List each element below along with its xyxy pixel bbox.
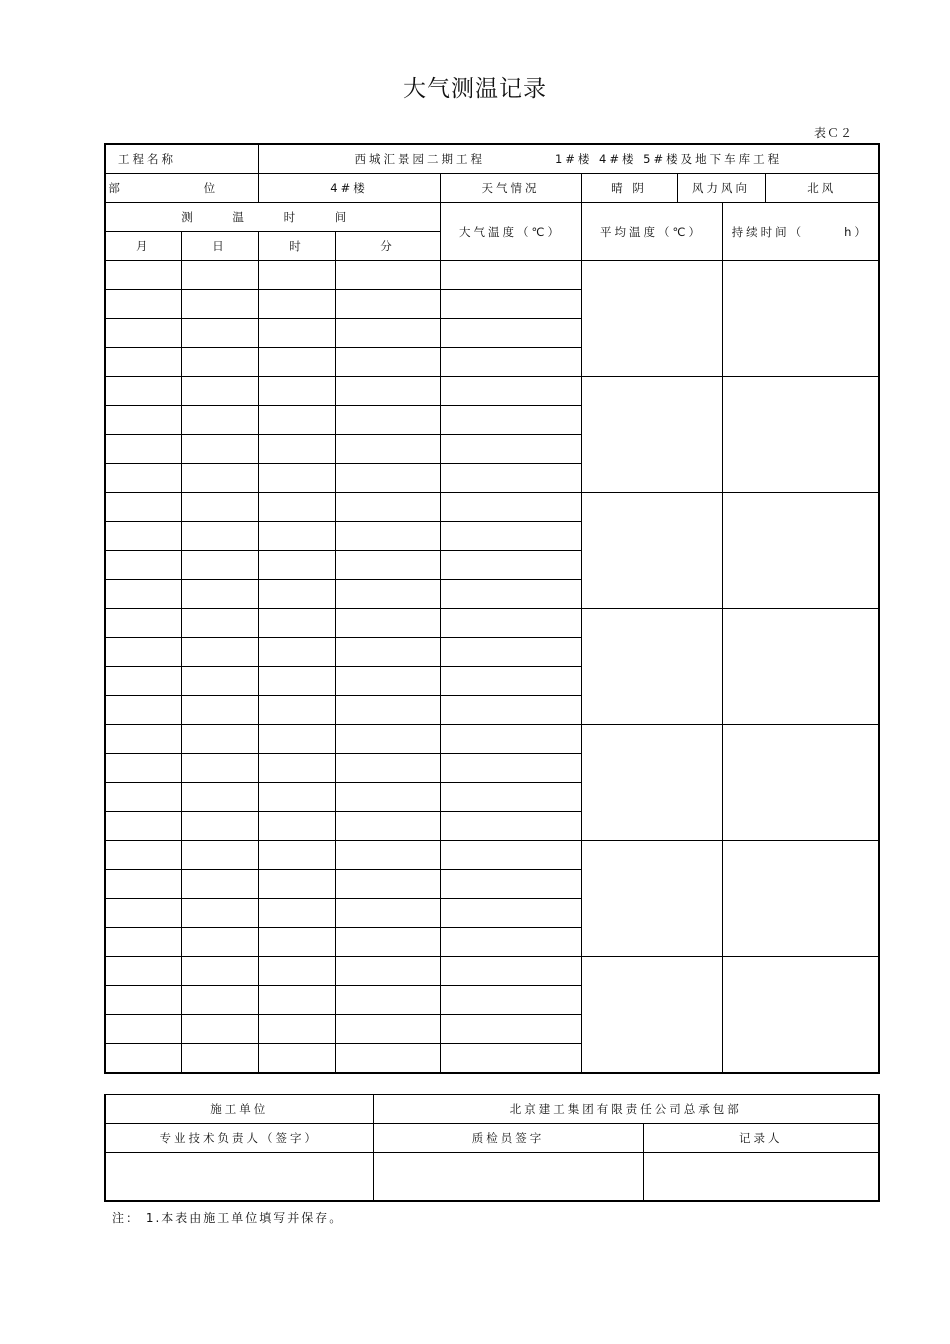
- form-code: 表Ｃ２: [813, 126, 853, 140]
- hour-cell[interactable]: [258, 928, 335, 957]
- minute-cell[interactable]: [335, 928, 440, 957]
- hour-header: 时: [258, 232, 335, 261]
- atmos-temp-cell[interactable]: [440, 638, 581, 667]
- footnote: 注： 1.本表由施工单位填写并保存。: [112, 1211, 344, 1225]
- minute-cell[interactable]: [335, 986, 440, 1015]
- atmos-temp-cell[interactable]: [440, 319, 581, 348]
- time-group-header: 测 温 时 间: [105, 203, 440, 232]
- minute-cell[interactable]: [335, 667, 440, 696]
- minute-cell[interactable]: [335, 609, 440, 638]
- atmos-temp-cell[interactable]: [440, 696, 581, 725]
- day-cell[interactable]: [181, 522, 258, 551]
- minute-cell[interactable]: [335, 841, 440, 870]
- day-cell[interactable]: [181, 667, 258, 696]
- day-cell[interactable]: [181, 870, 258, 899]
- hour-cell[interactable]: [258, 1015, 335, 1044]
- minute-cell[interactable]: [335, 870, 440, 899]
- minute-cell[interactable]: [335, 522, 440, 551]
- atmos-temp-cell[interactable]: [440, 406, 581, 435]
- minute-cell[interactable]: [335, 1044, 440, 1074]
- minute-cell[interactable]: [335, 348, 440, 377]
- atmos-temp-cell[interactable]: [440, 783, 581, 812]
- atmos-temp-cell[interactable]: [440, 493, 581, 522]
- atmos-temp-header: 大气温度（℃）: [440, 203, 581, 261]
- month-cell[interactable]: [105, 841, 181, 870]
- avg-temp-header: 平均温度（℃）: [581, 203, 722, 261]
- tech-lead-signature[interactable]: [105, 1153, 373, 1202]
- day-cell[interactable]: [181, 435, 258, 464]
- avg-temp-cell[interactable]: [581, 841, 722, 957]
- day-cell[interactable]: [181, 957, 258, 986]
- day-cell[interactable]: [181, 754, 258, 783]
- wind-value[interactable]: 北风: [765, 174, 879, 203]
- hour-cell[interactable]: [258, 957, 335, 986]
- month-header: 月: [105, 232, 181, 261]
- day-cell[interactable]: [181, 1044, 258, 1074]
- minute-cell[interactable]: [335, 638, 440, 667]
- month-cell[interactable]: [105, 870, 181, 899]
- atmos-temp-cell[interactable]: [440, 899, 581, 928]
- minute-cell[interactable]: [335, 580, 440, 609]
- day-cell[interactable]: [181, 609, 258, 638]
- hour-cell[interactable]: [258, 522, 335, 551]
- hour-cell[interactable]: [258, 609, 335, 638]
- minute-cell[interactable]: [335, 493, 440, 522]
- atmos-temp-cell[interactable]: [440, 551, 581, 580]
- table-row: [105, 261, 879, 290]
- avg-temp-cell[interactable]: [581, 609, 722, 725]
- atmos-temp-cell[interactable]: [440, 725, 581, 754]
- atmos-temp-cell[interactable]: [440, 841, 581, 870]
- atmos-temp-cell[interactable]: [440, 928, 581, 957]
- month-cell[interactable]: [105, 493, 181, 522]
- duration-header: [722, 203, 879, 261]
- minute-cell[interactable]: [335, 406, 440, 435]
- table-row: [105, 377, 879, 406]
- minute-cell[interactable]: [335, 725, 440, 754]
- atmos-temp-cell[interactable]: [440, 986, 581, 1015]
- month-cell[interactable]: [105, 1015, 181, 1044]
- atmos-temp-cell[interactable]: [440, 609, 581, 638]
- day-header: 日: [181, 232, 258, 261]
- day-cell[interactable]: [181, 261, 258, 290]
- month-cell[interactable]: [105, 899, 181, 928]
- hour-cell[interactable]: [258, 812, 335, 841]
- hour-cell[interactable]: [258, 986, 335, 1015]
- month-cell[interactable]: [105, 319, 181, 348]
- day-cell[interactable]: [181, 696, 258, 725]
- hour-cell[interactable]: [258, 261, 335, 290]
- hour-cell[interactable]: [258, 580, 335, 609]
- avg-temp-cell[interactable]: [581, 261, 722, 377]
- hour-cell[interactable]: [258, 870, 335, 899]
- hour-cell[interactable]: [258, 551, 335, 580]
- atmos-temp-cell[interactable]: [440, 522, 581, 551]
- month-cell[interactable]: [105, 696, 181, 725]
- day-cell[interactable]: [181, 290, 258, 319]
- hour-cell[interactable]: [258, 290, 335, 319]
- minute-cell[interactable]: [335, 435, 440, 464]
- day-cell[interactable]: [181, 493, 258, 522]
- signature-table: [104, 1094, 880, 1202]
- month-cell[interactable]: [105, 725, 181, 754]
- atmos-temp-cell[interactable]: [440, 348, 581, 377]
- wind-label: 风力风向: [677, 174, 765, 203]
- weather-value[interactable]: 晴 阴: [581, 174, 677, 203]
- minute-cell[interactable]: [335, 551, 440, 580]
- hour-cell[interactable]: [258, 406, 335, 435]
- location-label: 部 位: [105, 174, 258, 203]
- month-cell[interactable]: [105, 551, 181, 580]
- duration-unit: h）: [844, 224, 869, 239]
- hour-cell[interactable]: [258, 348, 335, 377]
- qc-signature[interactable]: [373, 1153, 643, 1202]
- month-cell[interactable]: [105, 957, 181, 986]
- duration-cell[interactable]: [722, 493, 879, 609]
- table-row: [105, 841, 879, 870]
- month-cell[interactable]: [105, 783, 181, 812]
- hour-cell[interactable]: [258, 667, 335, 696]
- day-cell[interactable]: [181, 377, 258, 406]
- minute-cell[interactable]: [335, 783, 440, 812]
- day-cell[interactable]: [181, 841, 258, 870]
- project-name-value[interactable]: [258, 144, 879, 174]
- duration-label: 持续时间（: [731, 224, 805, 239]
- minute-cell[interactable]: [335, 319, 440, 348]
- month-cell[interactable]: [105, 464, 181, 493]
- recorder-signature[interactable]: [643, 1153, 879, 1202]
- minute-cell[interactable]: [335, 957, 440, 986]
- minute-cell[interactable]: [335, 899, 440, 928]
- minute-cell[interactable]: [335, 754, 440, 783]
- table-row: [105, 609, 879, 638]
- hour-cell[interactable]: [258, 899, 335, 928]
- table-row: [105, 957, 879, 986]
- hour-cell[interactable]: [258, 464, 335, 493]
- hour-cell[interactable]: [258, 493, 335, 522]
- hour-cell[interactable]: [258, 377, 335, 406]
- month-cell[interactable]: [105, 754, 181, 783]
- avg-temp-cell[interactable]: [581, 493, 722, 609]
- duration-cell[interactable]: [722, 377, 879, 493]
- day-cell[interactable]: [181, 348, 258, 377]
- month-cell[interactable]: [105, 928, 181, 957]
- duration-cell[interactable]: [722, 261, 879, 377]
- project-name-part1: 西城汇景园二期工程: [354, 152, 485, 166]
- month-cell[interactable]: [105, 290, 181, 319]
- avg-temp-cell[interactable]: [581, 377, 722, 493]
- project-name-label: 工程名称: [105, 144, 258, 174]
- record-table: [104, 143, 880, 1074]
- day-cell[interactable]: [181, 899, 258, 928]
- construction-unit-label: 施工单位: [105, 1095, 373, 1124]
- hour-cell[interactable]: [258, 435, 335, 464]
- table-row: [105, 725, 879, 754]
- hour-cell[interactable]: [258, 638, 335, 667]
- day-cell[interactable]: [181, 638, 258, 667]
- duration-cell[interactable]: [722, 725, 879, 841]
- recorder-label: 记录人: [643, 1124, 879, 1153]
- hour-cell[interactable]: [258, 783, 335, 812]
- day-cell[interactable]: [181, 1015, 258, 1044]
- minute-cell[interactable]: [335, 696, 440, 725]
- day-cell[interactable]: [181, 319, 258, 348]
- month-cell[interactable]: [105, 638, 181, 667]
- atmos-temp-cell[interactable]: [440, 1044, 581, 1074]
- minute-cell[interactable]: [335, 812, 440, 841]
- atmos-temp-cell[interactable]: [440, 812, 581, 841]
- hour-cell[interactable]: [258, 725, 335, 754]
- minute-cell[interactable]: [335, 377, 440, 406]
- minute-cell[interactable]: [335, 1015, 440, 1044]
- month-cell[interactable]: [105, 1044, 181, 1074]
- table-row: [105, 493, 879, 522]
- day-cell[interactable]: [181, 725, 258, 754]
- page-title: 大气测温记录: [403, 76, 547, 102]
- atmos-temp-cell[interactable]: [440, 464, 581, 493]
- tech-lead-label: 专业技术负责人（签字）: [105, 1124, 373, 1153]
- atmos-temp-cell[interactable]: [440, 435, 581, 464]
- atmos-temp-cell[interactable]: [440, 580, 581, 609]
- month-cell[interactable]: [105, 522, 181, 551]
- weather-label: 天气情况: [440, 174, 581, 203]
- month-cell[interactable]: [105, 348, 181, 377]
- qc-label: 质检员签字: [373, 1124, 643, 1153]
- atmos-temp-cell[interactable]: [440, 870, 581, 899]
- month-cell[interactable]: [105, 986, 181, 1015]
- day-cell[interactable]: [181, 551, 258, 580]
- hour-cell[interactable]: [258, 754, 335, 783]
- atmos-temp-cell[interactable]: [440, 754, 581, 783]
- minute-header: 分: [335, 232, 440, 261]
- month-cell[interactable]: [105, 812, 181, 841]
- atmos-temp-cell[interactable]: [440, 261, 581, 290]
- day-cell[interactable]: [181, 464, 258, 493]
- atmos-temp-cell[interactable]: [440, 1015, 581, 1044]
- location-value[interactable]: 4#楼: [258, 174, 440, 203]
- month-cell[interactable]: [105, 667, 181, 696]
- minute-cell[interactable]: [335, 464, 440, 493]
- day-cell[interactable]: [181, 406, 258, 435]
- avg-temp-cell[interactable]: [581, 957, 722, 1074]
- month-cell[interactable]: [105, 580, 181, 609]
- hour-cell[interactable]: [258, 1044, 335, 1074]
- avg-temp-cell[interactable]: [581, 725, 722, 841]
- construction-unit-value[interactable]: 北京建工集团有限责任公司总承包部: [373, 1095, 879, 1124]
- day-cell[interactable]: [181, 986, 258, 1015]
- project-name-part2: 1#楼 4#楼 5#楼及地下车库工程: [554, 152, 783, 166]
- atmos-temp-cell[interactable]: [440, 957, 581, 986]
- hour-cell[interactable]: [258, 841, 335, 870]
- minute-cell[interactable]: [335, 261, 440, 290]
- month-cell[interactable]: [105, 261, 181, 290]
- duration-cell[interactable]: [722, 957, 879, 1074]
- hour-cell[interactable]: [258, 319, 335, 348]
- duration-cell[interactable]: [722, 609, 879, 725]
- month-cell[interactable]: [105, 406, 181, 435]
- atmos-temp-cell[interactable]: [440, 667, 581, 696]
- atmos-temp-cell[interactable]: [440, 377, 581, 406]
- month-cell[interactable]: [105, 435, 181, 464]
- day-cell[interactable]: [181, 783, 258, 812]
- hour-cell[interactable]: [258, 696, 335, 725]
- minute-cell[interactable]: [335, 290, 440, 319]
- day-cell[interactable]: [181, 580, 258, 609]
- atmos-temp-cell[interactable]: [440, 290, 581, 319]
- day-cell[interactable]: [181, 928, 258, 957]
- month-cell[interactable]: [105, 609, 181, 638]
- month-cell[interactable]: [105, 377, 181, 406]
- day-cell[interactable]: [181, 812, 258, 841]
- duration-cell[interactable]: [722, 841, 879, 957]
